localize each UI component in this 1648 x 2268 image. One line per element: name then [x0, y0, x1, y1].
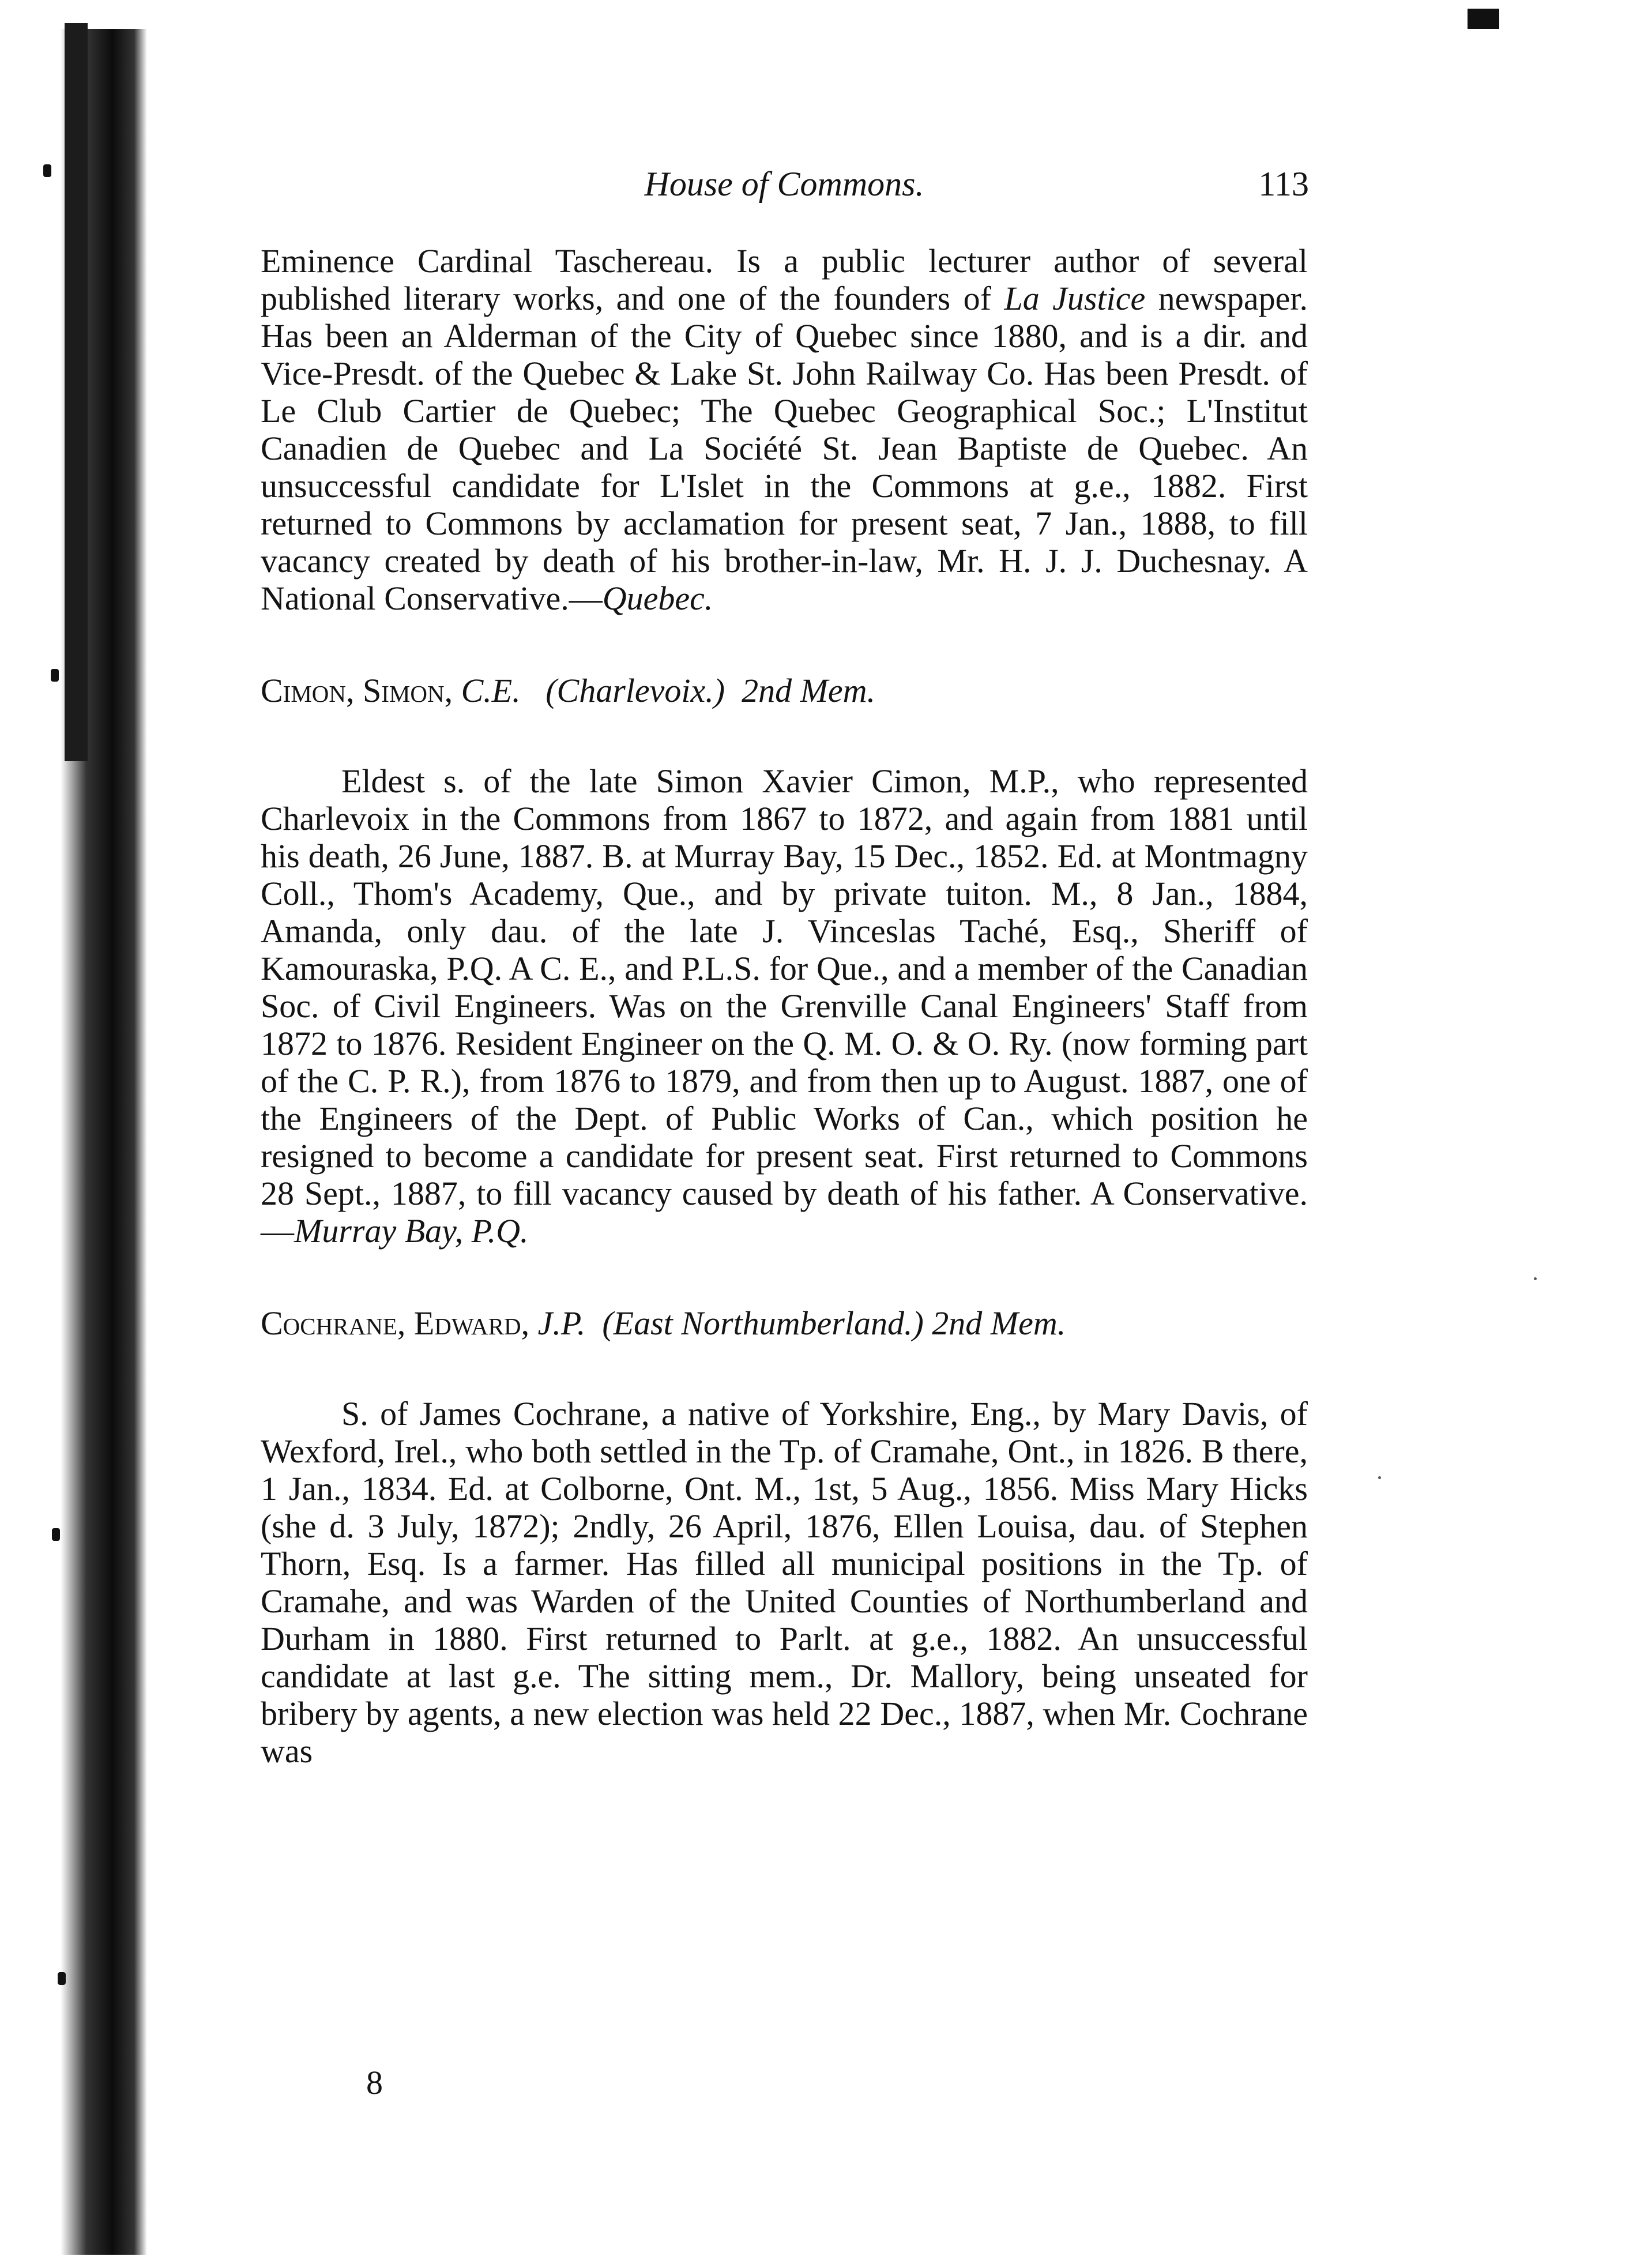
entry-membership: 2nd Mem. — [932, 1304, 1066, 1342]
edge-speck — [43, 164, 51, 177]
entry-spacer — [261, 1250, 1308, 1304]
entry-constituency: (Charlevoix.) — [545, 672, 725, 709]
entry-residence: Murray Bay, P.Q. — [294, 1212, 529, 1250]
edge-speck — [52, 1528, 60, 1541]
newspaper-title: La Justice — [1004, 280, 1146, 317]
edge-speck — [58, 1972, 66, 1985]
running-title: House of Commons. — [644, 165, 924, 203]
corner-ink-mark — [1468, 9, 1499, 29]
entry-membership: 2nd Mem. — [742, 672, 876, 709]
continuation-text-1: Eminence Cardinal Taschereau. Is a public lecturer author of several published literary works, and one of the founders of — [261, 242, 1308, 317]
continuation-text-2: newspaper. Has been an Alderman of the City of Quebec since 1880, and is a dir. and Vice-Presdt. of the Quebec & Lake St. John Railway Co. Has been Presdt. of Le Club Cartier de Quebec; The Quebec Geographical Soc.; L'Institut Canadien de Quebec and La Société St. Jean Baptiste de Quebec. An unsuccessful candidate for L'Islet in the Commons at g.e., 1882. First returned to Commons by acclamation for present seat, 7 Jan., 1888, to fill vacancy created by death of his brother-in-law, Mr. H. J. J. Duchesnay. A National Conservative.— — [261, 280, 1308, 617]
speck — [1534, 1277, 1537, 1280]
entry-given-name: Edward — [413, 1304, 521, 1342]
entry-surname: Cochrane — [261, 1304, 397, 1342]
entry-honours: J.P. — [537, 1304, 586, 1342]
continuation-paragraph — [261, 242, 1308, 617]
entry-heading-cochrane: Cochrane, Edward, J.P. (East Northumberland.) 2nd Mem. — [261, 1304, 1066, 1342]
entry-body-cochrane — [261, 1395, 1308, 1770]
entry-constituency: (East Northumberland.) — [602, 1304, 924, 1342]
entry-body-text: S. of James Cochrane, a native of Yorkshire, Eng., by Mary Davis, of Wexford, Irel., who both settled in the Tp. of Cramahe, Ont., in 1826. B there, 1 Jan., 1834. Ed. at Colborne, Ont. M., 1st, 5 Aug., 1856. Miss Mary Hicks (she d. 3 July, 1872); 2ndly, 26 April, 1876, Ellen Louisa, dau. of Stephen Thorn, Esq. Is a farmer. Has filled all municipal positions in the Tp. of Cramahe, and was Warden of the United Counties of Northumberland and Durham in 1880. First returned to Parlt. at g.e., 1882. An unsuccessful candidate at last g.e. The sitting mem., Dr. Mallory, being unseated for bribery by agents, a new election was held 22 Dec., 1887, when Mr. Cochrane was — [261, 1395, 1308, 1770]
entry-given-name: Simon — [363, 672, 445, 709]
speck — [1378, 1476, 1381, 1479]
entry-honours: C.E. — [461, 672, 521, 709]
edge-speck — [51, 669, 59, 682]
running-head — [259, 164, 1309, 205]
entry-spacer — [261, 709, 1308, 762]
entry-body-text: Eldest s. of the late Simon Xavier Cimon, M.P., who represented Charlevoix in the Commons from 1867 to 1872, and again from 1881 until his death, 26 June, 1887. B. at Murray Bay, 15 Dec., 1852. Ed. at Montmagny Coll., Thom's Academy, Que., and by private tuiton. M., 8 Jan., 1884, Amanda, only dau. of the late J. Vinceslas Taché, Esq., Sheriff of Kamouraska, P.Q. A C. E., and P.L.S. for Que., and a member of the Canadian Soc. of Civil Engineers. Was on the Grenville Canal Engineers' Staff from 1872 to 1876. Resident Engineer on the Q. M. O. & O. Ry. (now forming part of the C. P. R.), from 1876 to 1879, and from then up to August. 1887, one of the Engineers of the Dept. of Public Works of Can., which position he resigned to become a candidate for present seat. First returned to Commons 28 Sept., 1887, to fill vacancy caused by death of his father. A Conservative.— — [261, 762, 1308, 1250]
entry-spacer — [261, 1342, 1308, 1395]
entry-surname: Cimon — [261, 672, 347, 709]
signature-mark: 8 — [366, 2064, 383, 2101]
entry-spacer — [261, 617, 1308, 672]
text-block — [261, 242, 1308, 1770]
entry-body-cimon — [261, 762, 1308, 1250]
entry-heading-cimon: Cimon, Simon, C.E. (Charlevoix.) 2nd Mem. — [261, 672, 876, 709]
page-number: 113 — [1258, 165, 1309, 203]
continuation-residence: Quebec. — [602, 580, 713, 617]
binding-edge-upper — [65, 23, 88, 761]
